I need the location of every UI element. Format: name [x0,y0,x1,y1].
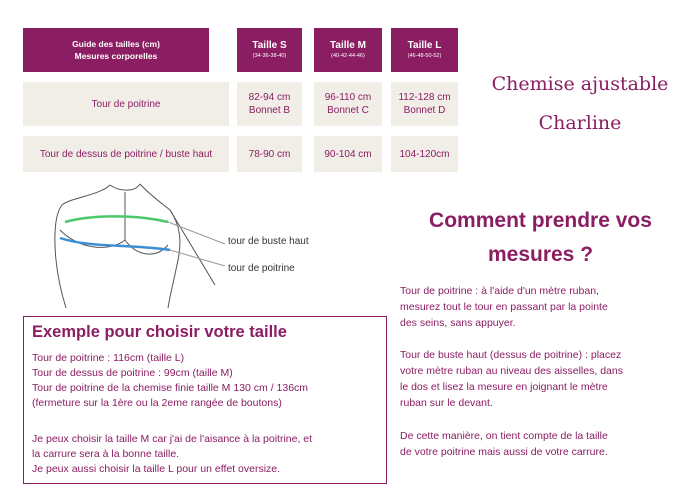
body-outline-right [140,184,180,308]
example-line-7: Je peux aussi choisir la taille L pour un effet oversize. [32,463,281,475]
body-measurement-illustration [40,180,370,310]
example-box [23,316,387,484]
row-upper-bust-l [391,136,458,172]
row-upper-bust-label [23,136,229,172]
para-1-line-1: Tour de poitrine : à l'aide d'un mètre ruban, [400,285,599,297]
row-bust-label-text: Tour de poitrine [91,98,161,110]
example-line-3: Tour de poitrine de la chemise finie taille M 130 cm / 136cm [32,382,309,394]
row-upper-bust-l-value: 104-120cm [399,148,450,160]
para-3-line-1: De cette manière, on tient compte de la taille [400,430,608,442]
example-line-2: Tour de dessus de poitrine : 99cm (taille M) [32,367,233,379]
size-s-range: (34-36-38-40) [252,53,287,59]
para-2-line-2: votre mètre ruban au niveau des aisselles, dans [400,365,623,377]
size-s-label: Taille S [252,40,287,51]
how-to-title-line-2: mesures ? [487,243,594,266]
example-line-4: (fermeture sur la 1ère ou la 2eme rangée de boutons) [32,397,282,409]
example-line-5: Je peux choisir la taille M car j'ai de l'aisance à la poitrine, et [32,433,313,445]
row-upper-bust-s [237,136,302,172]
header-main-line-1: Guide des tailles (cm) [72,39,160,49]
example-measurements [32,351,308,411]
row-bust-l [391,82,458,126]
row-bust-m-value: 96-110 cm [324,92,372,103]
para-2-line-3: le dos et lisez la mesure en joignant le mètre [400,381,608,393]
row-upper-bust-s-value: 78-90 cm [248,148,291,160]
row-upper-bust-m-value: 90-104 cm [324,148,372,160]
table-header-size-l [391,28,458,72]
row-bust-s-value: 82-94 cm [248,92,291,103]
table-header-size-s [237,28,302,72]
product-title-line-2: Charline [538,112,622,134]
para-2-line-4: ruban sur le devant. [400,397,493,409]
how-to-paragraph-bust [400,283,685,331]
example-line-6: la carrure sera à la bonne taille. [32,448,180,460]
body-outline-left [55,185,110,308]
body-outline-arm [170,210,215,285]
size-l-label: Taille L [407,40,442,51]
product-title-line-1: Chemise ajustable [491,73,669,95]
how-to-title-line-1: Comment prendre vos [429,209,652,232]
table-header-size-m [314,28,382,72]
example-line-1: Tour de poitrine : 116cm (taille L) [32,352,185,364]
para-2-line-1: Tour de buste haut (dessus de poitrine) : placez [400,349,622,361]
para-1-line-3: des seins, sans appuyer. [400,317,516,329]
header-main-line-2: Mesures corporelles [74,51,158,61]
para-1-line-2: mesurez tout le tour en passant par la pointe [400,301,608,313]
row-bust-s-cup: Bonnet B [248,105,291,116]
bust-label: tour de poitrine [228,263,295,274]
body-outline-neck [110,184,140,190]
row-bust-s [237,82,302,126]
row-upper-bust-label-text: Tour de dessus de poitrine / buste haut [39,148,213,160]
row-bust-l-cup: Bonnet D [403,105,446,116]
row-upper-bust-m [314,136,382,172]
row-bust-label [23,82,229,126]
how-to-paragraph-conclusion [400,428,685,460]
how-to-paragraph-upper-bust [400,347,685,411]
size-m-label: Taille M [330,40,366,51]
upper-bust-pointer [168,222,225,244]
how-to-title [393,204,688,272]
bust-line [60,238,170,250]
example-title: Exemple pour choisir votre taille [32,323,287,341]
size-m-range: (40-42-44-46) [331,53,365,59]
size-l-range: (46-48-50-52) [407,53,442,59]
upper-bust-line [65,216,168,222]
example-conclusion [32,432,312,477]
table-header-main [23,28,209,72]
row-bust-m [314,82,382,126]
row-bust-m-cup: Bonnet C [327,105,369,116]
upper-bust-label: tour de buste haut [228,236,309,247]
row-bust-l-value: 112-128 cm [398,92,451,103]
para-3-line-2: de votre poitrine mais aussi de votre carrure. [400,446,608,458]
